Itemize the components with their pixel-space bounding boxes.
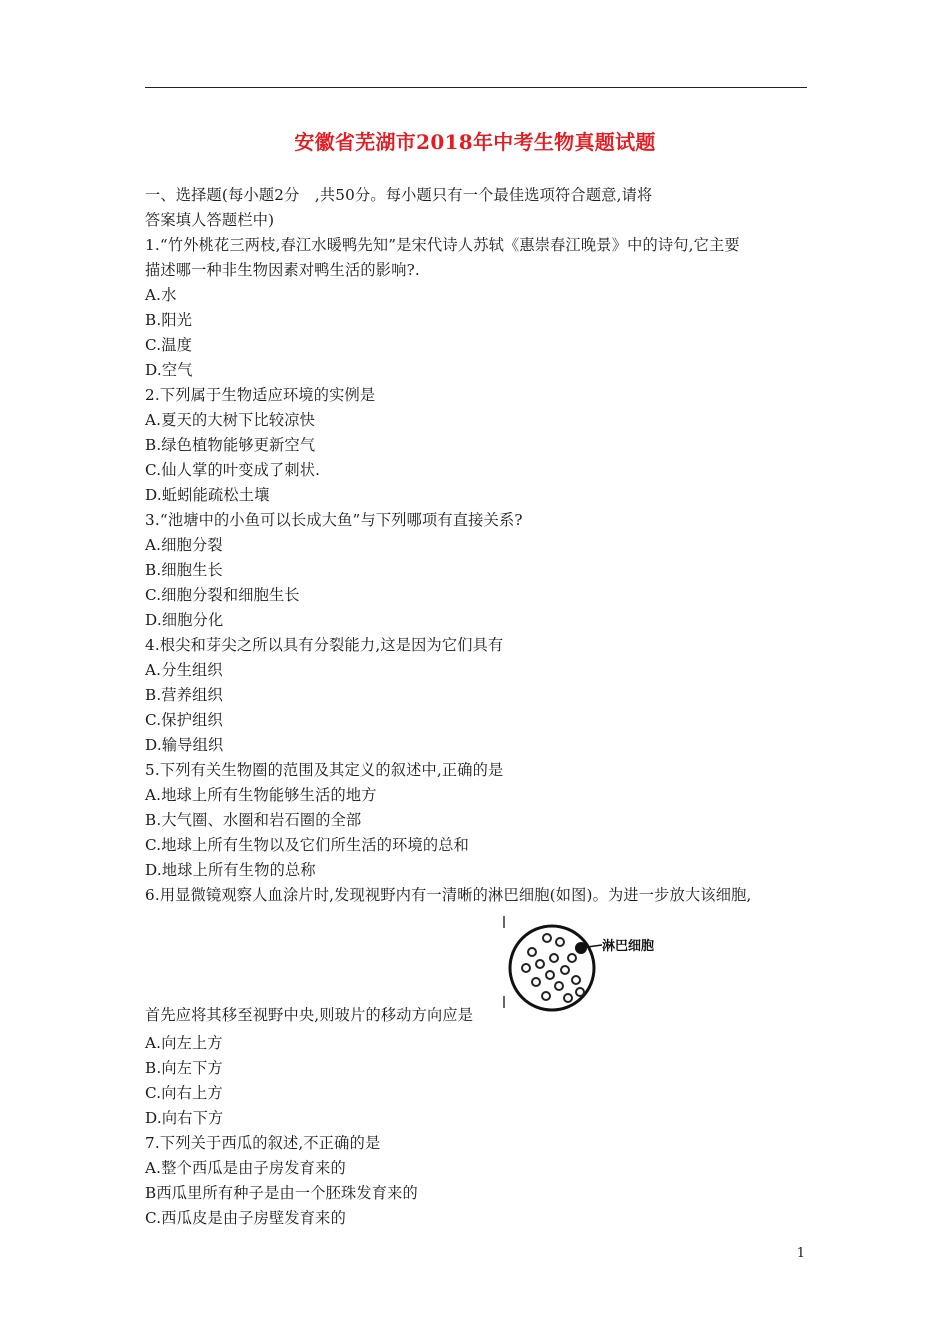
option-3c: C.细胞分裂和细胞生长 bbox=[145, 586, 300, 604]
section-heading-cont: 答案填人答题栏中) bbox=[145, 211, 275, 229]
option-5c: C.地球上所有生物以及它们所生活的环境的总和 bbox=[145, 836, 470, 854]
question-7: 7.下列关于西瓜的叙述,不正确的是 bbox=[145, 1134, 381, 1152]
question-1: 1.“竹外桃花三两枝,春江水暖鸭先知”是宋代诗人苏轼《惠崇春江晚景》中的诗句,它主要 bbox=[145, 236, 740, 254]
option-3a: A.细胞分裂 bbox=[145, 536, 223, 554]
option-4d: D.输导组织 bbox=[145, 736, 224, 754]
option-1b: B.阳光 bbox=[145, 311, 193, 329]
option-4b: B.营养组织 bbox=[145, 686, 223, 704]
option-2d: D.蚯蚓能疏松土壤 bbox=[145, 486, 270, 504]
option-7c: C.西瓜皮是由子房壁发育来的 bbox=[145, 1209, 346, 1227]
question-5: 5.下列有关生物圈的范围及其定义的叙述中,正确的是 bbox=[145, 761, 504, 779]
option-7b: B西瓜里所有种子是由一个胚珠发育来的 bbox=[145, 1184, 418, 1202]
option-5a: A.地球上所有生物能够生活的地方 bbox=[145, 786, 377, 804]
option-6c: C.向右上方 bbox=[145, 1084, 223, 1102]
option-5b: B.大气圈、水圈和岩石圈的全部 bbox=[145, 811, 362, 829]
question-3: 3.“池塘中的小鱼可以长成大鱼”与下列哪项有直接关系? bbox=[145, 511, 523, 529]
option-1c: C.温度 bbox=[145, 336, 193, 354]
option-1a: A.水 bbox=[145, 286, 177, 304]
question-1-cont: 描述哪一种非生物因素对鸭生活的影响?. bbox=[145, 261, 420, 279]
microscope-field-figure bbox=[502, 912, 690, 1022]
section-heading: 一、选择题(每小题2分 ,共50分。每小题只有一个最佳选项符合题意,请将 bbox=[145, 186, 653, 204]
option-3b: B.细胞生长 bbox=[145, 561, 223, 579]
option-5d: D.地球上所有生物的总称 bbox=[145, 861, 316, 879]
question-2: 2.下列属于生物适应环境的实例是 bbox=[145, 386, 376, 404]
lymphocyte-cell bbox=[575, 942, 587, 954]
option-6b: B.向左下方 bbox=[145, 1059, 223, 1077]
question-6: 6.用显微镜观察人血涂片时,发现视野内有一清晰的淋巴细胞(如图)。为进一步放大该细胞, bbox=[145, 886, 752, 904]
option-4a: A.分生组织 bbox=[145, 661, 223, 679]
option-3d: D.细胞分化 bbox=[145, 611, 224, 629]
figure-label: 淋巴细胞 bbox=[602, 939, 655, 954]
page-number: 1 bbox=[796, 1246, 805, 1261]
header-rule bbox=[145, 87, 807, 88]
question-4: 4.根尖和芽尖之所以具有分裂能力,这是因为它们具有 bbox=[145, 636, 504, 654]
option-4c: C.保护组织 bbox=[145, 711, 223, 729]
option-2b: B.绿色植物能够更新空气 bbox=[145, 436, 316, 454]
option-6a: A.向左上方 bbox=[145, 1034, 223, 1052]
question-6-cont: 首先应将其移至视野中央,则玻片的移动方向应是 bbox=[145, 1006, 474, 1024]
option-7a: A.整个西瓜是由子房发育来的 bbox=[145, 1159, 346, 1177]
option-1d: D.空气 bbox=[145, 361, 193, 379]
option-2c: C.仙人掌的叶变成了刺状. bbox=[145, 461, 321, 479]
option-2a: A.夏天的大树下比较凉快 bbox=[145, 411, 316, 429]
option-6d: D.向右下方 bbox=[145, 1109, 224, 1127]
page-title: 安徽省芜湖市2018年中考生物真题试题 bbox=[294, 130, 656, 154]
